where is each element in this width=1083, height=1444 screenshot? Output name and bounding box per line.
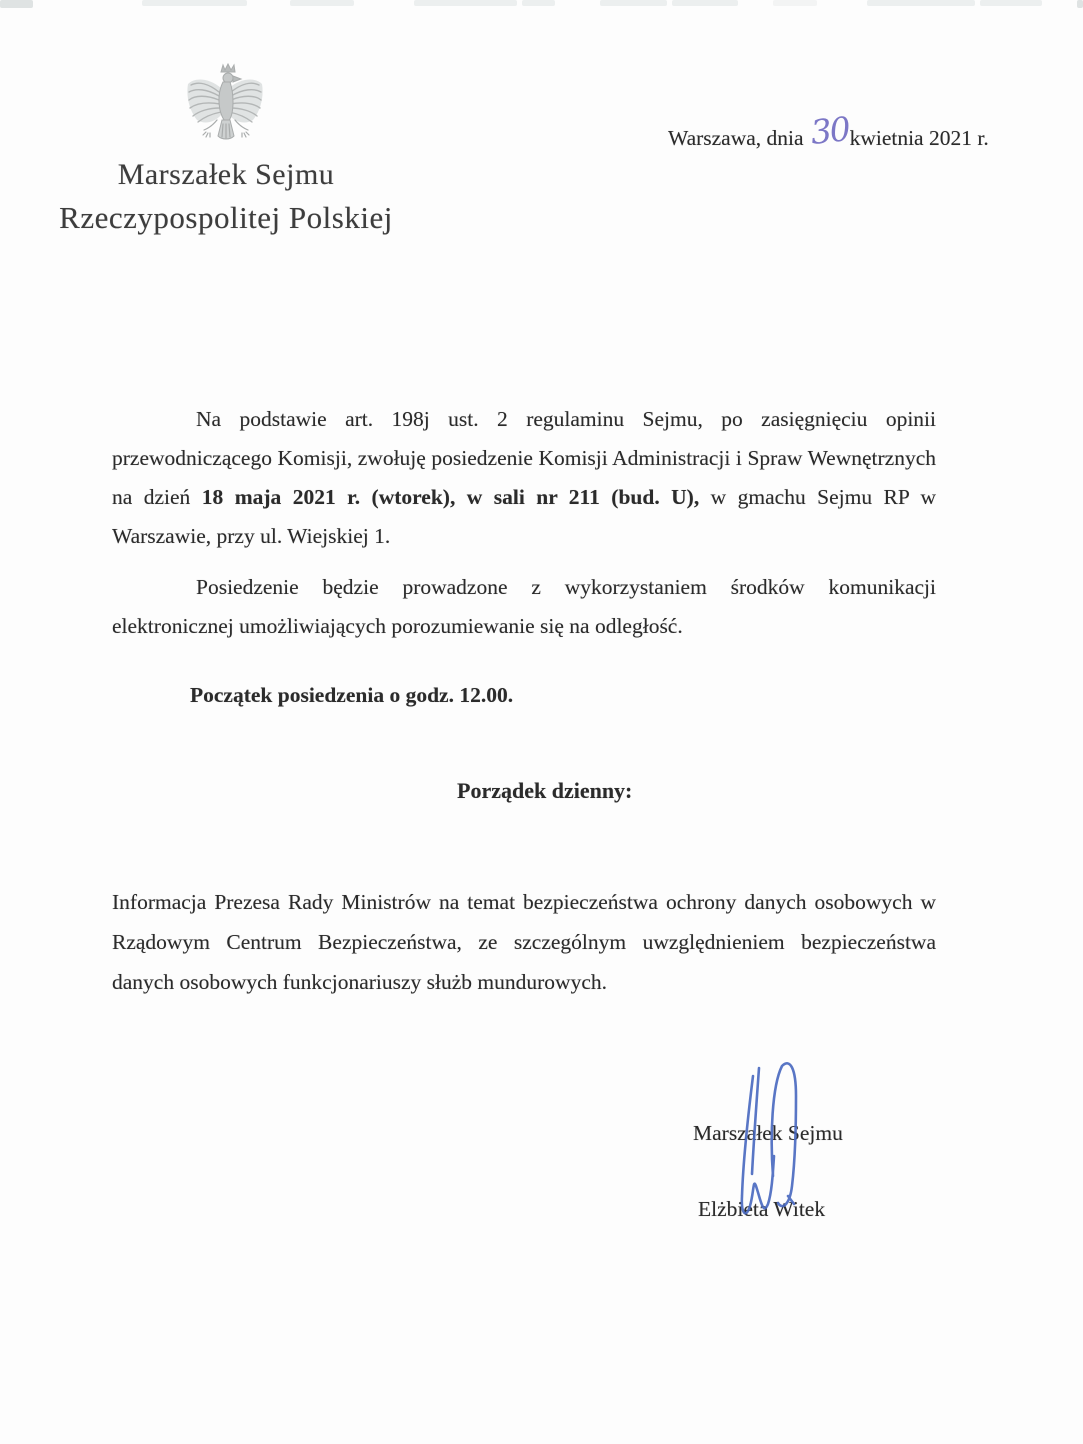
letterhead-title-line1: Marszałek Sejmu xyxy=(117,158,335,191)
letterhead-title-line2: Rzeczypospolitej Polskiej xyxy=(59,200,393,235)
paragraph-convocation-tail: w gmachu Sejmu RP w Warszawie, przy ul. Wiejskiej 1. xyxy=(112,484,936,548)
dateline-prefix: Warszawa, dnia xyxy=(668,126,804,150)
scan-artifact xyxy=(1077,0,1083,8)
scan-artifact xyxy=(867,0,975,6)
handwritten-signature xyxy=(728,1056,812,1238)
scan-artifact xyxy=(142,0,247,6)
dateline xyxy=(668,109,989,153)
scan-artifact xyxy=(600,0,667,6)
scan-artifact xyxy=(522,0,555,6)
agenda-heading: Porządek dzienny: xyxy=(457,778,633,803)
paragraph-convocation-text: Na podstawie art. 198j ust. 2 regulaminu Sejmu, po zasięgnięciu opinii przewodniczącego Komisji, zwołuję posiedzenie Komisji Administracji i Spraw Wewnętrznych na dzień xyxy=(112,406,936,509)
polish-eagle-emblem-icon xyxy=(183,62,267,152)
scan-artifact xyxy=(414,0,517,6)
handwritten-day: 30 xyxy=(808,109,851,152)
paragraph-convocation xyxy=(112,400,936,556)
signature-name: Elżbieta Witek xyxy=(698,1197,826,1221)
meeting-start-time: Początek posiedzenia o godz. 12.00. xyxy=(190,683,514,707)
scan-artifact xyxy=(672,0,738,6)
signature-role: Marszałek Sejmu xyxy=(693,1121,843,1145)
paragraph-remote-communication: Posiedzenie będzie prowadzone z wykorzystaniem środków komunikacji elektronicznej umożliwiających porozumiewanie się na odległość. xyxy=(112,574,936,638)
dateline-suffix: kwietnia 2021 r. xyxy=(849,126,989,150)
scan-artifact xyxy=(290,0,354,6)
scan-artifact xyxy=(0,0,33,8)
meeting-date-room-bold: 18 maja 2021 r. (wtorek), w sali nr 211 (bud. U), xyxy=(201,484,700,509)
scan-artifact xyxy=(773,0,817,6)
agenda-item: Informacja Prezesa Rady Ministrów na temat bezpieczeństwa ochrony danych osobowych w Rządowym Centrum Bezpieczeństwa, ze szczególnym uwzględnieniem bezpieczeństwa danych osobowych funkcjonariuszy służb mundurowych. xyxy=(112,889,936,994)
scan-artifact xyxy=(980,0,1042,6)
